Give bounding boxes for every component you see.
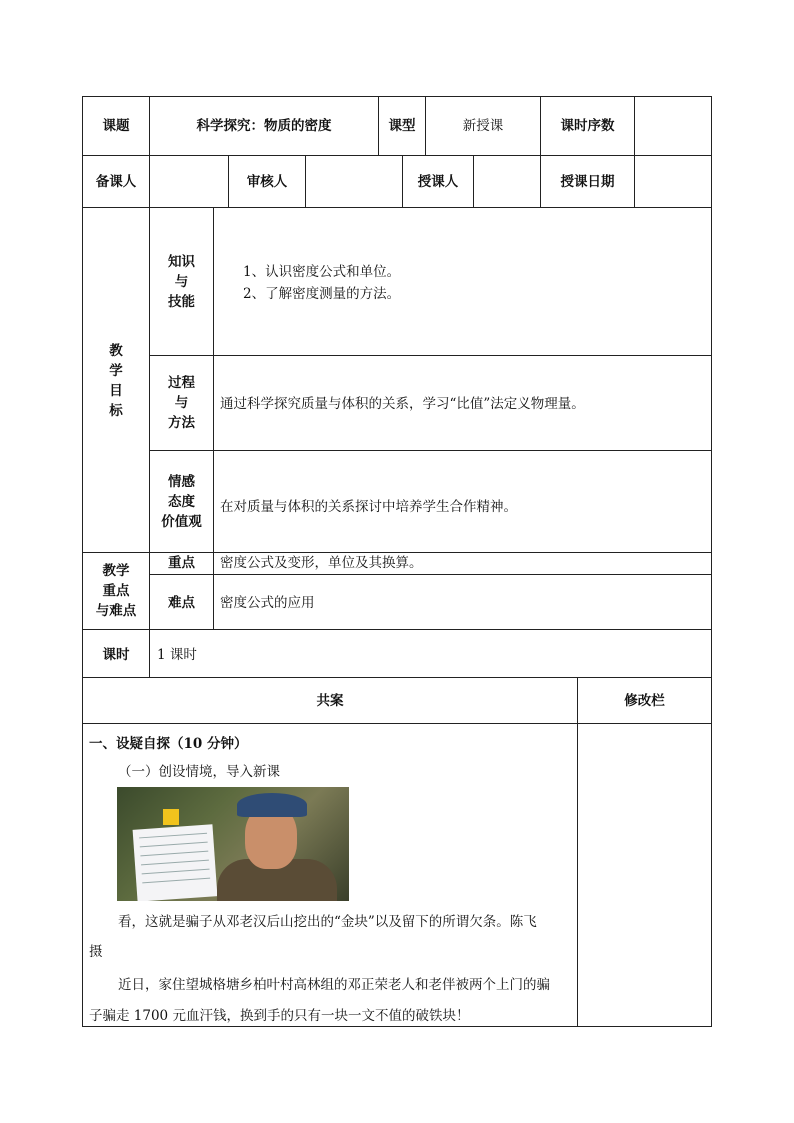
emotion-label-1: 情感 xyxy=(168,474,195,490)
key-label: 重点 xyxy=(168,555,195,571)
subject-value: 科学探究：物质的密度 xyxy=(196,118,332,134)
section1-title: 一、设疑自探（10 分钟） xyxy=(89,736,248,752)
story-line2: 子骗走 1700 元血汗钱，换到手的只有一块一文不值的破铁块！ xyxy=(89,1008,470,1024)
fake-gold-block-shape xyxy=(163,809,179,825)
teacher-label: 授课人 xyxy=(417,174,459,190)
process-text: 通过科学探究质量与体积的关系，学习“比值”法定义物理量。 xyxy=(220,396,585,412)
process-label-2: 与 xyxy=(174,395,189,411)
knowledge-label-1: 知识 xyxy=(168,254,195,270)
knowledge-label-2: 与 xyxy=(174,274,189,290)
focus-label-1: 教学 xyxy=(102,563,130,579)
focus-label-2: 重点 xyxy=(102,583,130,599)
difficult-label: 难点 xyxy=(168,595,195,611)
cell-hours-value xyxy=(149,629,712,678)
reviewer-label: 审核人 xyxy=(246,174,288,190)
hours-label: 课时 xyxy=(102,647,130,663)
date-label: 授课日期 xyxy=(560,174,615,190)
preparer-label: 备课人 xyxy=(95,174,137,190)
type-label: 课型 xyxy=(388,118,416,134)
cell-teacher-value xyxy=(473,155,541,208)
revise-label: 修改栏 xyxy=(624,693,665,709)
photo-caption-line2: 摄 xyxy=(89,944,103,960)
objectives-label-3: 目 xyxy=(109,383,123,399)
cell-preparer-value xyxy=(149,155,229,208)
difficult-text: 密度公式的应用 xyxy=(220,595,315,611)
cell-period-value xyxy=(634,96,712,156)
cell-reviewer-value xyxy=(305,155,403,208)
knowledge-item-2: 2、了解密度测量的方法。 xyxy=(243,286,401,302)
process-label-3: 方法 xyxy=(168,415,195,431)
period-no-label: 课时序数 xyxy=(560,118,615,134)
process-label-1: 过程 xyxy=(168,375,195,391)
story-line1: 近日，家住望城格塘乡柏叶村高林组的邓正荣老人和老伴被两个上门的骗 xyxy=(118,977,550,993)
focus-label-3: 与难点 xyxy=(95,603,137,619)
objectives-label-2: 学 xyxy=(109,363,123,379)
emotion-text: 在对质量与体积的关系探讨中培养学生合作精神。 xyxy=(220,499,517,515)
knowledge-label-3: 技能 xyxy=(168,294,195,310)
photo-caption-line1: 看，这就是骗子从邓老汉后山挖出的“金块”以及留下的所谓欠条。陈飞 xyxy=(118,914,537,930)
subject-label: 课题 xyxy=(102,118,130,134)
objectives-label-1: 教 xyxy=(109,343,123,359)
knowledge-item-1: 1、认识密度公式和单位。 xyxy=(243,264,401,280)
cell-revise-body xyxy=(577,723,712,1027)
hours-value: 1 课时 xyxy=(157,647,197,663)
news-photo xyxy=(117,787,349,901)
type-value: 新授课 xyxy=(462,118,504,134)
cell-date-value xyxy=(634,155,712,208)
iou-paper-shape xyxy=(133,824,218,901)
cap-shape xyxy=(237,793,307,817)
section1-sub1: （一）创设情境，导入新课 xyxy=(118,764,280,780)
emotion-label-2: 态度 xyxy=(168,494,195,510)
key-text: 密度公式及变形，单位及其换算。 xyxy=(220,555,423,571)
emotion-label-3: 价值观 xyxy=(161,514,202,530)
objectives-label-4: 标 xyxy=(109,403,123,419)
shared-plan-label: 共案 xyxy=(316,693,344,709)
